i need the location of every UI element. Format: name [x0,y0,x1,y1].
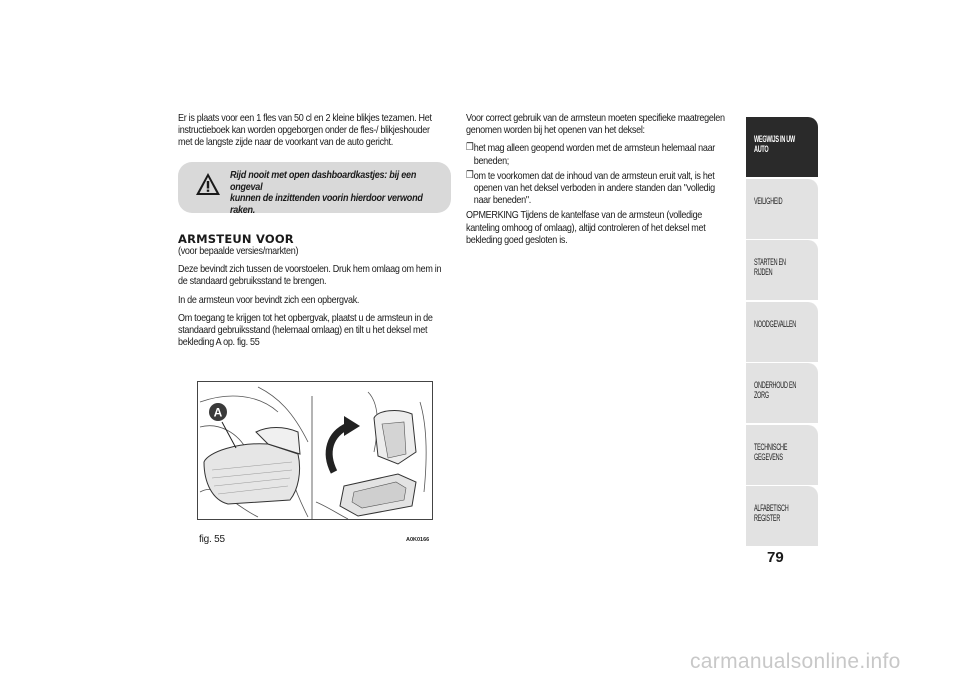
tab-noodgevallen[interactable] [746,302,818,362]
text-line: de standaard gebruiksstand te brengen. [178,275,327,288]
tab-label: NOODGEVALLEN [754,318,797,329]
paragraph: In de armsteun voor bevindt zich een opbergvak. [178,293,360,306]
paragraph [466,112,739,136]
list-item [466,170,739,207]
tab-starten-en-rijden[interactable] [746,240,818,300]
tab-label: WEGWIJS IN UW AUTO [754,134,795,154]
text-line: bekleding goed gesloten is. [466,233,568,246]
tab-label: TECHNISCHE GEGEVENS [754,441,788,462]
figure-code: A0K0166 [406,537,430,543]
text-line: instructieboek kan worden opgeborgen onder de fles-/ blikjeshouder [178,124,430,137]
checkbox-bullet-icon: ❒ [466,142,474,154]
figure-caption: fig. 55 [199,534,225,545]
right-column [466,112,739,252]
text-line: naar beneden". [473,194,531,207]
text-line: Deze bevindt zich tussen de voorstoelen. Druk hem omlaag om hem in [178,263,442,276]
watermark: carmanualsonline.info [690,650,901,673]
section-subtitle: (voor bepaalde versies/markten) [178,245,299,257]
text-line: openen van het deksel verboden in andere standen dan "volledig [473,182,715,195]
checkbox-bullet-icon: ❒ [466,169,474,181]
text-line: genomen worden bij het openen van het deksel: [466,124,645,137]
text-line: met de langste zijde naar de voorkant van de auto gericht. [178,136,393,149]
intro-paragraph [178,112,453,149]
tab-label: ALFABETISCH REGISTER [754,503,789,523]
tab-veiligheid[interactable] [746,179,818,239]
tab-onderhoud[interactable] [746,363,818,423]
page-number: 79 [767,549,784,566]
warning-text [230,170,445,216]
warning-box [178,162,451,216]
tab-label: VEILIGHEID [754,195,783,206]
armrest-illustration [198,382,432,519]
chapter-tabs [746,117,818,548]
paragraph [178,312,453,349]
section-title: ARMSTEUN VOOR [178,232,294,246]
tab-label: ONDERHOUD EN ZORG [754,380,797,400]
text-line: beneden; [473,154,509,167]
text-line: bekleding A op. fig. 55 [178,336,260,349]
text-line: het mag alleen geopend worden met de armsteun helemaal naar [473,142,716,155]
warning-triangle-icon [195,172,221,196]
warning-line: kunnen de inzittenden voorin hierdoor verwond [230,192,423,204]
text-line: kanteling omhoog of omlaag), altijd controleren of het deksel met [466,221,706,234]
tab-technische-gegevens[interactable] [746,425,818,485]
text-line: OPMERKING Tijdens de kantelfase van de armsteun (volledige [466,209,703,222]
tab-wegwijs[interactable] [746,117,818,177]
section-body [178,245,453,354]
paragraph [178,263,453,287]
text-line: Er is plaats voor een 1 fles van 50 cl en 2 kleine blikjes tezamen. Het [178,112,432,124]
tab-label: STARTEN EN RIJDEN [754,257,786,277]
armrest-figure [197,381,433,520]
warning-line: raken. [230,203,256,216]
tab-register[interactable] [746,486,818,546]
list-item [466,142,739,166]
text-line: om te voorkomen dat de inhoud van de armsteun eruit valt, is het [473,169,715,182]
note-paragraph [466,209,739,246]
figure-label-a: A [213,405,223,420]
warning-line: Rijd nooit met open dashboardkastjes: bij een ongeval [230,169,417,193]
text-line: Om toegang te krijgen tot het opbergvak, plaatst u de armsteun in de [178,311,433,324]
text-line: Voor correct gebruik van de armsteun moeten specifieke maatregelen [466,112,725,124]
text-line: standaard gebruiksstand (helemaal omlaag) en tilt u het deksel met [178,324,428,337]
